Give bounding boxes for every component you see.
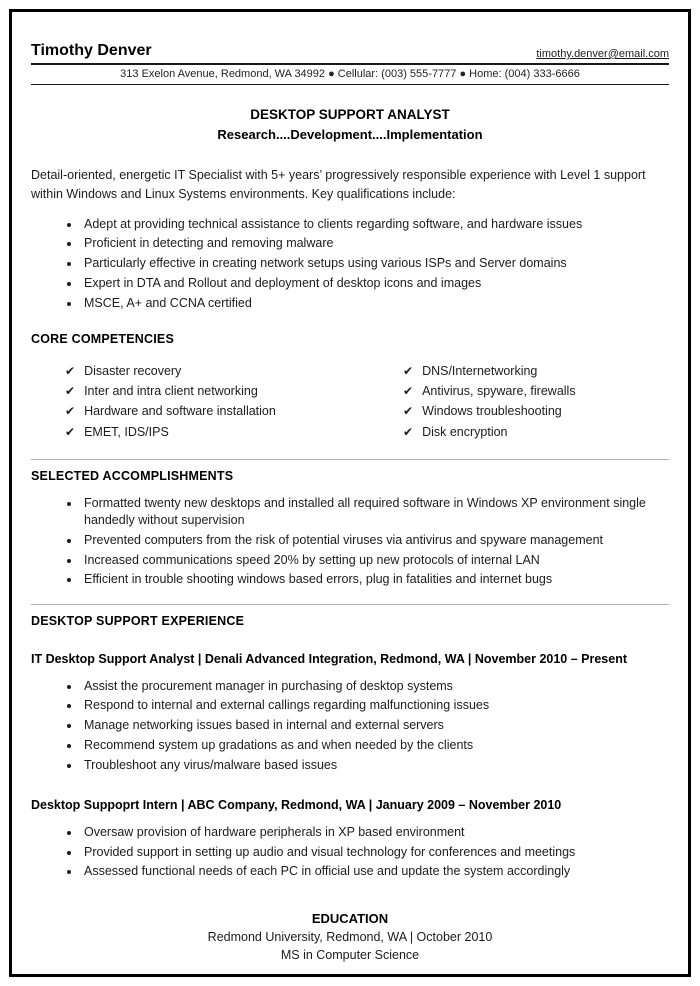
- education-section: [31, 911, 669, 962]
- bullet-item: • Provided support in setting up audio and visual technology for conferences and meetings: [81, 844, 669, 861]
- education-degree: MS in Computer Science: [280, 947, 420, 962]
- bullet-item: • Assist the procurement manager in purchasing of desktop systems: [81, 678, 669, 695]
- header-top-row: [31, 42, 669, 60]
- document-title: DESKTOP SUPPORT ANALYST: [250, 107, 450, 122]
- competency-item: [65, 424, 403, 441]
- competencies-column-right: [403, 360, 669, 444]
- contact-line: 313 Exelon Avenue, Redmond, WA 34992 ● Cellular: (003) 555-7777 ● Home: (004) 333-6666: [120, 68, 580, 80]
- competency-item: [65, 403, 403, 420]
- bullet-item: • Troubleshoot any virus/malware based issues: [81, 757, 669, 774]
- bullet-item: • Adept at providing technical assistance to clients regarding software, and hardware issues: [81, 216, 669, 233]
- job-bullet-list: [31, 824, 669, 881]
- bullet-item: • Increased communications speed 20% by setting up new protocols of internal LAN: [81, 552, 669, 569]
- bullet-item: • Proficient in detecting and removing malware: [81, 235, 669, 252]
- competency-item: [65, 383, 403, 400]
- bullet-item: • Respond to internal and external callings regarding malfunctioning issues: [81, 697, 669, 714]
- competency-item: [65, 363, 403, 380]
- section-heading-experience: DESKTOP SUPPORT EXPERIENCE: [31, 613, 245, 628]
- competency-item: [403, 383, 669, 400]
- summary-bullet-list: [31, 216, 669, 312]
- competency-item: [403, 403, 669, 420]
- bullet-item: • Manage networking issues based in internal and external servers: [81, 717, 669, 734]
- bullet-item: • Prevented computers from the risk of potential viruses via antivirus and spyware management: [81, 532, 669, 549]
- section-divider: [31, 604, 669, 605]
- check-icon: ✔: [403, 363, 414, 378]
- check-icon: ✔: [403, 424, 414, 439]
- person-name: Timothy Denver: [31, 42, 152, 59]
- section-divider: [31, 459, 669, 460]
- competency-label: Windows troubleshooting: [422, 404, 562, 419]
- competencies-grid: [31, 360, 669, 444]
- competency-item: [403, 424, 669, 441]
- competency-label: Inter and intra client networking: [84, 384, 258, 398]
- document-subtitle: Research....Development....Implementation: [217, 127, 483, 142]
- section-heading-core-competencies: CORE COMPETENCIES: [31, 331, 174, 346]
- check-icon: ✔: [65, 384, 76, 398]
- resume-content: [31, 42, 669, 962]
- competency-label: Antivirus, spyware, firewalls: [422, 384, 576, 398]
- bullet-item: • Oversaw provision of hardware peripherals in XP based environment: [81, 824, 669, 841]
- section-heading-education: EDUCATION: [311, 910, 389, 926]
- bullet-item: • MSCE, A+ and CCNA certified: [81, 295, 669, 312]
- header-rule-bottom: [31, 84, 669, 85]
- check-icon: ✔: [65, 363, 76, 378]
- job-title: IT Desktop Support Analyst | Denali Advanced Integration, Redmond, WA | November 2010 – Present: [31, 651, 628, 666]
- check-icon: ✔: [403, 384, 414, 398]
- bullet-item: • Formatted twenty new desktops and installed all required software in Windows XP environment single handedly without supervision: [81, 495, 669, 530]
- competency-label: EMET, IDS/IPS: [84, 424, 169, 439]
- title-block: [31, 107, 669, 142]
- resume-header: [31, 42, 669, 85]
- summary-paragraph: Detail-oriented, energetic IT Specialist with 5+ years’ progressively responsible experience with Level 1 support within Windows and Linux Systems environments. Key qualifications include:: [31, 168, 646, 201]
- competency-label: DNS/Internetworking: [422, 363, 538, 378]
- bullet-item: • Expert in DTA and Rollout and deployment of desktop icons and images: [81, 275, 669, 292]
- check-icon: ✔: [65, 404, 76, 419]
- accomplishments-list: [31, 495, 669, 589]
- competencies-column-left: [65, 360, 403, 444]
- bullet-item: • Efficient in trouble shooting windows based errors, plug in fatalities and internet bugs: [81, 571, 669, 588]
- section-heading-accomplishments: SELECTED ACCOMPLISHMENTS: [31, 468, 234, 483]
- competency-label: Disk encryption: [422, 424, 508, 439]
- bullet-item: • Assessed functional needs of each PC in official use and update the system accordingly: [81, 863, 669, 880]
- competency-label: Hardware and software installation: [84, 404, 276, 419]
- bullet-item: • Recommend system up gradations as and when needed by the clients: [81, 737, 669, 754]
- check-icon: ✔: [403, 404, 414, 419]
- bullet-item: • Particularly effective in creating network setups using various ISPs and Server domains: [81, 255, 669, 272]
- email-link[interactable]: timothy.denver@email.com: [536, 48, 669, 60]
- education-institution: Redmond University, Redmond, WA | October 2010: [207, 929, 493, 944]
- competency-item: [403, 363, 669, 380]
- job-bullet-list: [31, 678, 669, 774]
- check-icon: ✔: [65, 424, 76, 439]
- competency-label: Disaster recovery: [84, 363, 182, 378]
- job-title: Desktop Suppoprt Intern | ABC Company, Redmond, WA | January 2009 – November 2010: [31, 797, 562, 812]
